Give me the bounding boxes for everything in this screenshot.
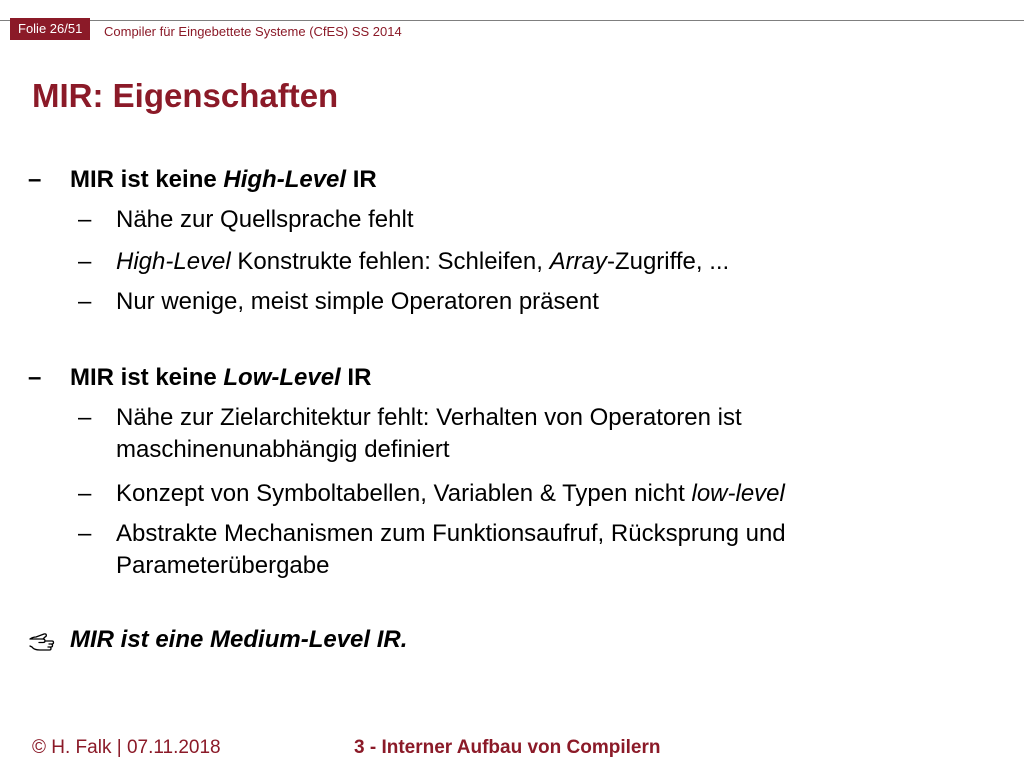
sub-bullet-text: Nähe zur Quellsprache fehlt xyxy=(116,206,414,233)
bullet-text: MIR ist keine High-Level IR xyxy=(70,166,377,193)
sub-bullet-text: Abstrakte Mechanismen zum Funktionsaufruf, Rücksprung und Parameterübergabe xyxy=(116,520,786,579)
bullet-dash: – xyxy=(78,480,92,507)
sub-bullet-text: High-Level Konstrukte fehlen: Schleifen, Array-Zugriffe, ... xyxy=(116,248,730,275)
slide-number-badge: Folie 26/51 xyxy=(10,18,90,40)
bullet-dash: – xyxy=(78,288,92,315)
sub-bullet-text: Konzept von Symboltabellen, Variablen & Typen nicht low-level xyxy=(116,480,785,507)
page-title: MIR: Eigenschaften xyxy=(32,77,339,114)
bullet-dash: – xyxy=(78,248,92,275)
sub-bullet-text: Nähe zur Zielarchitektur fehlt: Verhalten von Operatoren ist maschinenunabhängig definiert xyxy=(116,404,742,463)
header-rule xyxy=(0,20,1024,21)
bullet-dash: – xyxy=(28,364,42,391)
footer-chapter-title: 3 - Interner Aufbau von Compilern xyxy=(354,737,661,758)
bullet-text: MIR ist keine Low-Level IR xyxy=(70,364,372,391)
bullet-dash: – xyxy=(78,520,92,547)
pointing-hand-icon xyxy=(28,628,56,656)
course-title: Compiler für Eingebettete Systeme (CfES) SS 2014 xyxy=(104,24,402,39)
bullet-dash: – xyxy=(78,404,92,431)
bullet-dash: – xyxy=(28,166,42,193)
conclusion-text: MIR ist eine Medium-Level IR. xyxy=(70,626,408,653)
footer-author-date: © H. Falk | 07.11.2018 xyxy=(32,737,221,758)
bullet-dash: – xyxy=(78,206,92,233)
sub-bullet-text: Nur wenige, meist simple Operatoren präsent xyxy=(116,288,599,315)
